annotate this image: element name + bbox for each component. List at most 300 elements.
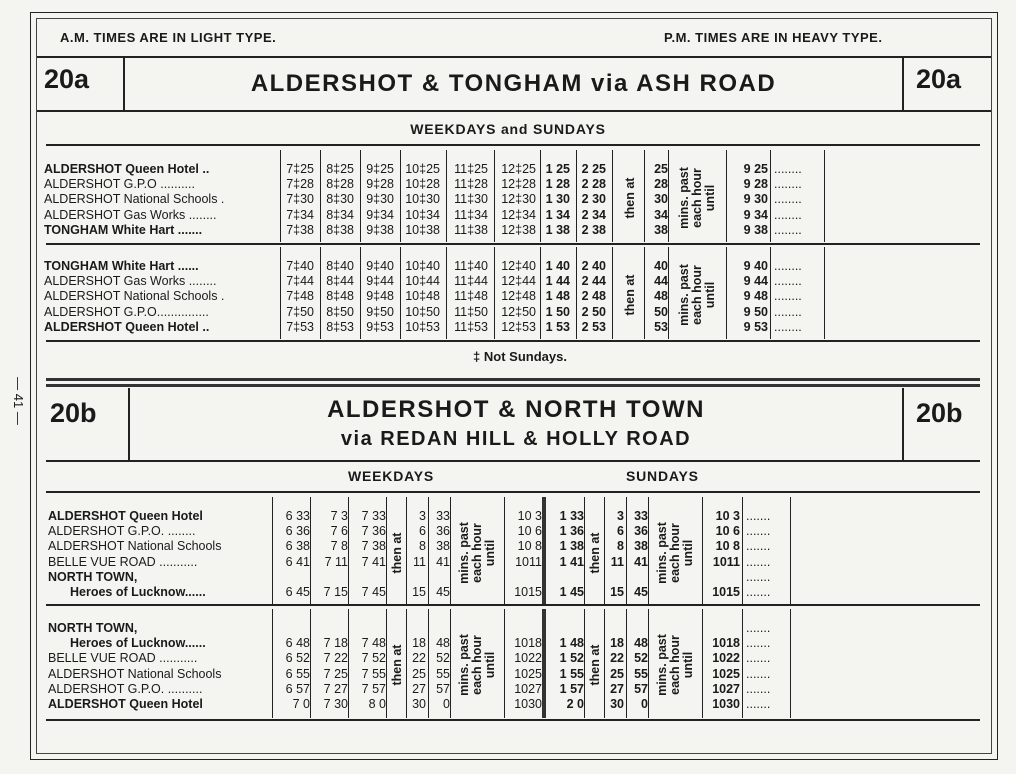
route-20b-inbound-wk-mins — [406, 621, 426, 712]
column-rule — [824, 247, 825, 339]
route-20a-inbound-trip — [574, 259, 606, 335]
route-20a-outbound-trip-cell: 11‡38 — [454, 222, 488, 237]
route-20b-inbound-wk-mins-cell — [428, 621, 450, 636]
route-20b-su-mins-past: mins. past — [655, 634, 669, 696]
route-20b-sundays: SUNDAYS — [626, 468, 699, 484]
route-20b-outbound-su-until-cell: 10 8 — [715, 539, 740, 554]
column-rule — [272, 497, 273, 606]
route-20b-wk-mins-past: each hour — [470, 523, 484, 583]
route-20a-outbound-trip-cell: 9‡34 — [366, 207, 394, 222]
route-20b-outbound-wk-until-cell: 1015 — [514, 584, 542, 599]
route-number-20b-left: 20b — [50, 398, 97, 428]
route-20b-inbound-wk-trip-cell: 6 55 — [285, 666, 310, 681]
route-20a-mins-past: each hour — [690, 168, 704, 228]
route-20b-inbound-su-until-cell: 1027 — [712, 681, 740, 696]
route-20a-inbound-trip-cell: 9‡40 — [366, 259, 394, 273]
route-20a-inbound-trip-cell: 8‡50 — [326, 304, 354, 319]
route-20a-inbound-trip-cell: 12‡50 — [501, 304, 536, 319]
route-20a-outbound-stop: ALDERSHOT Gas Works ........ — [44, 207, 217, 222]
route-20b-inbound-su-trip-cell: 1 57 — [559, 681, 584, 696]
route-20b-wk-then-at: then at — [390, 644, 404, 686]
column-rule — [348, 609, 349, 718]
route-20b-outbound-wk-trip-cell — [348, 570, 386, 585]
route-20a-footnote: ‡ Not Sundays. — [473, 349, 567, 364]
dots-cell: ........ — [774, 222, 802, 237]
column-rule — [504, 609, 505, 718]
route-20b-outbound-wk-mins-cell — [406, 570, 426, 585]
route-20a-outbound-trip-cell: 8‡30 — [326, 192, 354, 207]
route-20b-inbound-su-until-cell: 1018 — [712, 636, 740, 651]
route-20b-outbound-su-trip-cell: 1 36 — [559, 524, 584, 539]
route-20b-inbound-stop: BELLE VUE ROAD ........... — [48, 651, 198, 666]
route-20b-inbound-wk-until-cell: 1027 — [514, 681, 542, 696]
route-20a-days: WEEKDAYS and SUNDAYS — [410, 121, 606, 137]
route-number-20a-left: 20a — [44, 64, 90, 94]
route-20a-inbound-stop: ALDERSHOT National Schools . — [44, 289, 225, 304]
dots-cell: ........ — [774, 162, 802, 176]
route-20b-inbound-su-mins-cell: 48 — [634, 636, 648, 651]
route-20a-inbound-trip-cell: 7‡40 — [286, 259, 314, 273]
column-rule — [540, 150, 541, 242]
route-20b-outbound-su-trip — [546, 509, 584, 600]
route-20b-inbound-wk-mins-cell: 27 — [412, 681, 426, 696]
column-rule — [702, 497, 703, 606]
route-20b-inbound-wk-mins-cell: 57 — [436, 681, 450, 696]
route-20b-outbound-su-mins-cell: 36 — [634, 524, 648, 539]
route-20b-inbound-wk-trip-cell: 7 0 — [292, 696, 310, 711]
route-20b-inbound-su-mins-cell — [604, 621, 624, 636]
route-20a-inbound-trip-cell: 9‡44 — [366, 274, 394, 289]
route-20a-outbound-trip-cell: 10‡34 — [405, 207, 440, 222]
route-20a-outbound-mins-cell: 34 — [654, 207, 668, 222]
dots-cell: ....... — [746, 696, 771, 711]
route-20b-outbound-stop: Heroes of Lucknow...... — [70, 584, 206, 599]
route-20b-inbound-su-mins-cell: 27 — [610, 681, 624, 696]
route-20b-outbound-su-trip-cell: 1 38 — [559, 539, 584, 554]
route-20b-inbound-stop: NORTH TOWN, — [48, 621, 138, 635]
column-rule — [360, 247, 361, 339]
route-20b-weekdays: WEEKDAYS — [348, 468, 435, 484]
column-rule — [400, 150, 401, 242]
route-20b-inbound-su-until-cell: 1022 — [712, 651, 740, 666]
column-rule — [576, 247, 577, 339]
route-20a-outbound-mins — [646, 162, 668, 238]
route-20a-outbound-trip-cell: 9‡25 — [366, 162, 394, 176]
route-20a-outbound-trip-cell: 11‡30 — [454, 192, 488, 207]
route-20b-inbound-wk-trip-cell — [272, 621, 310, 636]
route-20b-outbound-wk-trip-cell: 7 36 — [361, 524, 386, 539]
route-20a-outbound-mins-cell: 28 — [654, 177, 668, 192]
route-20b-inbound-wk-trip-cell — [310, 621, 348, 636]
route-20b-inbound-wk-mins-cell: 52 — [436, 651, 450, 666]
route-20a-inbound-trip-cell: 9‡48 — [366, 289, 394, 304]
column-rule — [742, 497, 743, 606]
route-20b-wk-mins-past: mins. past — [457, 634, 471, 696]
column-rule — [612, 247, 613, 339]
column-rule — [612, 150, 613, 242]
route-20a-inbound-trip-cell: 10‡53 — [405, 319, 440, 334]
route-20a-inbound-trip-cell: 1 48 — [545, 289, 570, 304]
route-20a-outbound-trip — [574, 162, 606, 238]
route-20b-outbound-stop: ALDERSHOT Queen Hotel — [48, 509, 203, 523]
route-20b-inbound-wk-until-cell: 1022 — [514, 651, 542, 666]
route-20a-inbound-stops — [44, 259, 224, 335]
route-20a-outbound-stop: ALDERSHOT National Schools . — [44, 192, 225, 207]
route-20a-outbound-trip — [358, 162, 394, 238]
route-20b-inbound-stop: Heroes of Lucknow...... — [70, 636, 206, 651]
route-20b-inbound-wk-mins — [428, 621, 450, 712]
column-rule — [584, 609, 585, 718]
route-20b-outbound-su-mins-cell: 3 — [617, 509, 624, 523]
route-20a-inbound-trip-cell: 11‡50 — [454, 304, 488, 319]
route-20a-inbound-trip-cell: 12‡44 — [501, 274, 536, 289]
route-20a-inbound-stop: ALDERSHOT G.P.O............... — [44, 304, 209, 319]
route-20b-inbound-wk-trip — [310, 621, 348, 712]
route-20b-su-mins-past: until — [681, 651, 695, 679]
route-20b-inbound-wk-mins-cell: 25 — [412, 666, 426, 681]
route-20a-outbound-trip-cell: 2 38 — [581, 222, 606, 237]
route-20b-su-mins-past: each hour — [668, 635, 682, 695]
route-20b-outbound-wk-until-cell: 10 3 — [517, 509, 542, 523]
column-rule — [604, 609, 605, 718]
route-20b-inbound-wk-trip-cell: 7 27 — [323, 681, 348, 696]
route-20b-inbound-wk-trip-cell: 7 18 — [323, 636, 348, 651]
route-20a-outbound-trip-cell: 12‡28 — [501, 177, 536, 192]
route-20b-wk-mins-past: until — [483, 651, 497, 679]
dots-cell: ........ — [774, 207, 802, 222]
column-rule — [428, 609, 429, 718]
route-20b-inbound-stops — [48, 621, 221, 712]
route-20b-inbound-wk-trip — [272, 621, 310, 712]
route-20b-outbound-wk-mins-cell: 33 — [436, 509, 450, 523]
route-20b-outbound-su-mins-cell: 38 — [634, 539, 648, 554]
column-rule — [584, 497, 585, 606]
route-20b-inbound-su-trip-cell: 2 0 — [566, 696, 584, 711]
route-20b-inbound-wk-trip-cell — [348, 621, 386, 636]
route-20b-outbound-wk-mins-cell: 11 — [413, 554, 426, 569]
route-20a-inbound-trip — [358, 259, 394, 335]
route-20b-outbound-wk-trip-cell: 7 38 — [361, 539, 386, 554]
route-20b-inbound-su-trip-cell: 1 55 — [559, 666, 584, 681]
route-20a-inbound-trip — [492, 259, 536, 335]
column-rule — [320, 150, 321, 242]
route-20b-su-mins-past: mins. past — [655, 522, 669, 584]
route-20a-mins-past: each hour — [690, 265, 704, 325]
route-20b-inbound-wk-mins-cell: 0 — [443, 696, 450, 711]
dots-column — [774, 162, 802, 238]
route-20a-inbound-mins-cell: 53 — [654, 319, 668, 334]
route-20a-mins-past: mins. past — [677, 167, 691, 229]
column-rule — [726, 150, 727, 242]
route-20b-outbound-wk-mins-cell — [428, 570, 450, 585]
route-20b-inbound-wk-trip-cell: 6 57 — [285, 681, 310, 696]
route-20b-outbound-wk-trip-cell: 7 3 — [330, 509, 348, 523]
route-20a-outbound-trip-cell: 1 38 — [545, 222, 570, 237]
route-20a-inbound-trip-cell: 8‡53 — [326, 319, 354, 334]
route-20b-inbound-wk-mins-cell: 55 — [436, 666, 450, 681]
column-rule — [770, 150, 771, 242]
route-20a-outbound-until-cell: 9 30 — [743, 192, 768, 207]
route-20b-inbound-su-mins-cell: 55 — [634, 666, 648, 681]
dots-cell: ........ — [774, 319, 802, 334]
route-20a-inbound-trip-cell: 10‡50 — [405, 304, 440, 319]
route-20b-outbound-wk-trip-cell: 6 33 — [285, 509, 310, 523]
route-20a-inbound-trip-cell: 9‡50 — [366, 304, 394, 319]
route-20b-inbound-wk-trip-cell: 7 57 — [361, 681, 386, 696]
route-20b-outbound-wk-mins-cell: 6 — [419, 524, 426, 539]
route-20b-outbound-su-mins-cell: 11 — [610, 554, 624, 569]
column-rule — [450, 609, 451, 718]
route-20a-mins-past: until — [703, 281, 717, 309]
route-20b-outbound-stop: ALDERSHOT G.P.O. ........ — [48, 524, 196, 539]
route-20b-inbound-su-trip — [546, 621, 584, 712]
route-20b-inbound-su-mins-cell: 0 — [641, 696, 648, 711]
route-20b-outbound-wk-trip-cell: 7 41 — [361, 554, 386, 569]
route-20a-outbound-stop: ALDERSHOT G.P.O .......... — [44, 177, 195, 192]
route-20b-inbound-wk-mins-cell — [406, 621, 426, 636]
route-20b-outbound-wk-until-cell: 10 6 — [517, 524, 542, 539]
route-20a-outbound-trip-cell: 11‡25 — [454, 162, 488, 176]
route-20a-inbound-trip — [398, 259, 440, 335]
route-20b-outbound-wk-trip-cell — [272, 570, 310, 585]
route-20a-outbound-trip-cell: 10‡38 — [405, 222, 440, 237]
route-20a-outbound-trip-cell: 1 30 — [545, 192, 570, 207]
route-20b-inbound-wk-trip-cell: 7 22 — [323, 651, 348, 666]
route-20a-inbound-trip-cell: 2 40 — [581, 259, 606, 273]
route-20b-outbound-wk-trip-cell: 7 15 — [323, 584, 348, 599]
route-20a-inbound-until-cell: 9 50 — [743, 304, 768, 319]
route-20b-outbound-stop: BELLE VUE ROAD ........... — [48, 554, 198, 569]
route-20a-outbound-trip-cell: 8‡25 — [326, 162, 354, 176]
column-rule — [644, 247, 645, 339]
column-rule — [348, 497, 349, 606]
route-20b-outbound-su-trip-cell: 1 33 — [559, 509, 584, 523]
route-20a-outbound-trip-cell: 9‡30 — [366, 192, 394, 207]
route-20a-outbound-trip-cell: 8‡38 — [326, 222, 354, 237]
route-20b-outbound-wk-mins-cell: 36 — [436, 524, 450, 539]
route-20b-outbound-su-until-cell: 10 3 — [715, 509, 740, 523]
route-20a-inbound-mins-cell: 48 — [654, 289, 668, 304]
route-20b-outbound-wk-trip-cell: 7 45 — [361, 584, 386, 599]
route-20b-outbound-wk-mins-cell: 8 — [419, 539, 426, 554]
route-20b-outbound-wk-trip — [348, 509, 386, 600]
route-20a-inbound-trip-cell: 11‡44 — [454, 274, 488, 289]
route-20b-outbound-wk-trip-cell: 7 6 — [330, 524, 348, 539]
route-20b-inbound-wk-trip-cell: 7 52 — [361, 651, 386, 666]
route-20b-inbound-su-mins-cell: 57 — [634, 681, 648, 696]
route-20a-inbound-trip-cell: 2 53 — [581, 319, 606, 334]
column-rule — [280, 150, 281, 242]
route-20b-inbound-wk-trip — [348, 621, 386, 712]
dots-cell: ........ — [774, 304, 802, 319]
dots-cell: ....... — [746, 621, 771, 635]
route-20b-inbound-su-trip-cell: 1 52 — [559, 651, 584, 666]
route-20b-outbound-wk-trip-cell — [310, 570, 348, 585]
route-20a-inbound-until — [728, 259, 768, 335]
route-20a-outbound-trip-cell: 11‡28 — [454, 177, 488, 192]
route-20b-title-line1: ALDERSHOT & NORTH TOWN — [327, 396, 705, 423]
route-20b-inbound-wk-until-cell — [504, 621, 542, 636]
route-20b-outbound-su-mins-cell: 33 — [634, 509, 648, 523]
dots-column — [746, 509, 770, 600]
route-20a-outbound-until-cell: 9 34 — [743, 207, 768, 222]
route-20b-outbound-su-mins — [604, 509, 624, 600]
route-20b-inbound-su-mins-cell: 22 — [610, 651, 624, 666]
weekday-sunday-divider — [542, 609, 546, 718]
route-20a-inbound-trip-cell: 11‡48 — [454, 289, 488, 304]
column-rule — [386, 497, 387, 606]
route-20b-su-then-at: then at — [588, 532, 602, 574]
route-20a-then-at: then at — [623, 274, 637, 316]
route-20a-inbound-stop: ALDERSHOT Gas Works ........ — [44, 274, 217, 289]
route-20b-inbound-su-mins — [626, 621, 648, 712]
column-rule — [668, 247, 669, 339]
column-rule — [648, 497, 649, 606]
route-20a-outbound-trip-cell: 2 28 — [581, 177, 606, 192]
route-20a-outbound-trip — [318, 162, 354, 238]
route-20a-outbound-trip — [398, 162, 440, 238]
route-20b-inbound-wk-trip-cell: 8 0 — [368, 696, 386, 711]
route-20a-outbound-trip-cell: 2 34 — [581, 207, 606, 222]
route-20a-outbound-trip-cell: 8‡28 — [326, 177, 354, 192]
am-times-note: A.M. TIMES ARE IN LIGHT TYPE. — [60, 30, 277, 45]
route-20a-inbound-trip-cell: 9‡53 — [366, 319, 394, 334]
route-20b-inbound-su-mins-cell: 52 — [634, 651, 648, 666]
route-20a-outbound-trip — [278, 162, 314, 238]
column-rule — [540, 247, 541, 339]
pm-times-note: P.M. TIMES ARE IN HEAVY TYPE. — [664, 30, 883, 45]
route-20a-outbound-trip-cell: 1 34 — [545, 207, 570, 222]
route-20b-wk-then-at: then at — [390, 532, 404, 574]
route-20a-outbound-trip-cell: 9‡38 — [366, 222, 394, 237]
route-20b-inbound-wk-until-cell: 1030 — [514, 696, 542, 711]
route-number-20b-right: 20b — [916, 398, 963, 428]
route-20b-outbound-su-trip-cell: 1 45 — [559, 584, 584, 599]
dots-cell: ....... — [746, 569, 771, 584]
route-20b-wk-mins-past: each hour — [470, 635, 484, 695]
route-20b-outbound-su-mins-cell: 15 — [610, 584, 624, 599]
route-20b-inbound-wk-mins-cell: 18 — [412, 636, 426, 651]
column-rule — [400, 247, 401, 339]
column-rule — [576, 150, 577, 242]
route-20a-inbound-trip-cell: 2 50 — [581, 304, 606, 319]
route-20b-outbound-wk-mins — [428, 509, 450, 600]
weekday-sunday-divider — [542, 497, 546, 606]
route-20b-su-mins-past: until — [681, 539, 695, 567]
dots-cell: ....... — [746, 666, 771, 681]
route-20b-outbound-wk-mins-cell: 45 — [436, 584, 450, 599]
route-20a-inbound-trip-cell: 11‡53 — [454, 319, 488, 334]
route-20a-then-at: then at — [623, 177, 637, 219]
route-20b-inbound-wk-until — [504, 621, 542, 712]
route-20b-outbound-su-mins-cell: 8 — [617, 539, 624, 554]
route-20b-inbound-wk-trip-cell: 7 55 — [361, 666, 386, 681]
route-20a-outbound-trip-cell: 10‡28 — [405, 177, 440, 192]
column-rule — [386, 609, 387, 718]
route-20a-inbound-until-cell: 9 48 — [743, 289, 768, 304]
route-20b-outbound-su-trip-cell — [546, 570, 584, 585]
route-20b-outbound-su-until-cell: 1011 — [712, 554, 740, 569]
route-20b-inbound-su-mins-cell: 30 — [610, 696, 624, 711]
route-20a-outbound-until-cell: 9 28 — [743, 177, 768, 192]
route-20a-inbound-until-cell: 9 44 — [743, 274, 768, 289]
column-rule — [272, 609, 273, 718]
route-20a-inbound-trip-cell: 12‡53 — [501, 319, 536, 334]
route-20a-inbound-trip — [318, 259, 354, 335]
route-20b-outbound-wk-until-cell: 1011 — [515, 554, 542, 569]
route-20b-outbound-wk-mins-cell: 41 — [436, 554, 450, 569]
column-rule — [446, 247, 447, 339]
route-20a-inbound-trip — [540, 259, 570, 335]
dots-cell: ........ — [774, 259, 802, 273]
route-20b-outbound-wk-trip-cell: 6 36 — [285, 524, 310, 539]
dots-cell: ....... — [746, 539, 771, 554]
route-20b-outbound-stop: ALDERSHOT National Schools — [48, 539, 222, 554]
route-20b-inbound-wk-mins-cell: 30 — [412, 696, 426, 711]
route-20a-outbound-trip — [444, 162, 488, 238]
route-20b-outbound-wk-mins-cell: 3 — [419, 509, 426, 523]
route-20b-inbound-su-until-cell: 1030 — [712, 696, 740, 711]
route-20b-outbound-wk-trip-cell: 6 38 — [285, 539, 310, 554]
route-20b-wk-mins-past: mins. past — [457, 522, 471, 584]
route-20a-inbound-trip-cell: 8‡44 — [326, 274, 354, 289]
route-20b-inbound-wk-trip-cell: 7 25 — [323, 666, 348, 681]
route-20b-outbound-wk-until — [504, 509, 542, 600]
route-20a-outbound-trip-cell: 12‡25 — [501, 162, 536, 176]
route-20a-outbound-stop: TONGHAM White Hart ....... — [44, 222, 203, 237]
route-20a-inbound-mins-cell: 40 — [654, 259, 668, 273]
route-20b-outbound-su-mins-cell — [604, 570, 624, 585]
route-20a-outbound-trip-cell: 8‡34 — [326, 207, 354, 222]
route-20a-outbound-trip-cell: 10‡30 — [405, 192, 440, 207]
route-20a-inbound-stop: ALDERSHOT Queen Hotel .. — [44, 319, 210, 334]
column-rule — [668, 150, 669, 242]
column-rule — [626, 609, 627, 718]
route-20b-inbound-wk-trip-cell: 7 48 — [361, 636, 386, 651]
route-20a-outbound-mins-cell: 38 — [654, 222, 668, 237]
route-20a-inbound-trip-cell: 1 44 — [545, 274, 570, 289]
column-rule — [742, 609, 743, 718]
page-number: — 41 — — [11, 377, 26, 425]
route-20a-inbound-trip-cell: 2 44 — [581, 274, 606, 289]
route-20b-outbound-su-mins-cell: 41 — [634, 554, 648, 569]
route-20a-outbound-trip — [540, 162, 570, 238]
route-20a-inbound-trip-cell: 12‡40 — [501, 259, 536, 273]
route-20a-outbound-trip-cell: 7‡28 — [286, 177, 314, 192]
route-20a-inbound-trip-cell: 10‡40 — [405, 259, 440, 273]
route-20a-inbound-trip-cell: 10‡44 — [405, 274, 440, 289]
route-20b-outbound-wk-until-cell — [504, 570, 542, 585]
route-20b-inbound-su-trip-cell — [546, 621, 584, 636]
route-20a-inbound-trip-cell: 1 40 — [545, 259, 570, 273]
column-rule — [360, 150, 361, 242]
route-20b-outbound-su-until-cell — [704, 570, 740, 585]
route-20a-inbound-trip-cell: 8‡40 — [326, 259, 354, 273]
column-rule — [320, 247, 321, 339]
route-20a-outbound-trip-cell: 1 25 — [545, 162, 570, 176]
route-20b-inbound-wk-mins-cell: 22 — [412, 651, 426, 666]
route-20a-inbound-trip-cell: 1 50 — [545, 304, 570, 319]
route-20b-inbound-su-mins-cell — [626, 621, 648, 636]
route-20b-inbound-su-mins-cell: 18 — [610, 636, 624, 651]
route-20b-inbound-wk-trip-cell: 6 48 — [285, 636, 310, 651]
route-20a-inbound-mins — [646, 259, 668, 335]
route-20a-inbound-trip-cell: 1 53 — [545, 319, 570, 334]
route-20a-inbound-stop: TONGHAM White Hart ...... — [44, 259, 199, 273]
column-rule — [604, 497, 605, 606]
route-20a-mins-past: mins. past — [677, 264, 691, 326]
column-rule — [450, 497, 451, 606]
